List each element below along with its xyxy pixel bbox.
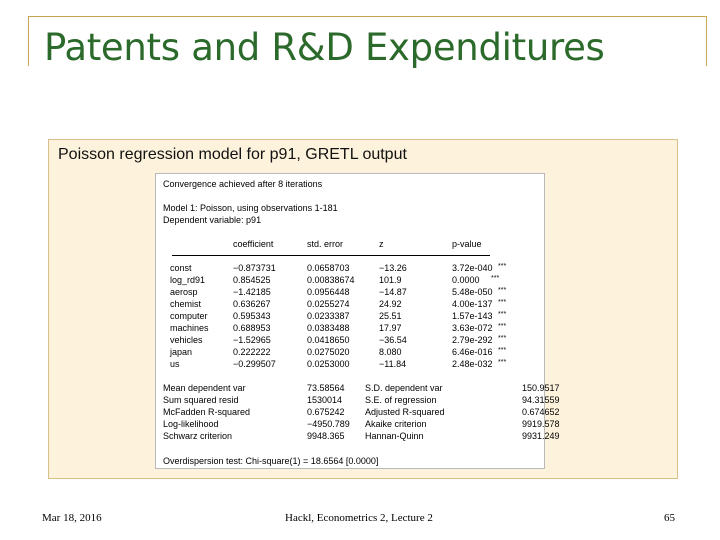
row-significance-stars: ***	[498, 359, 507, 366]
row-z: −11.84	[379, 359, 407, 369]
stat-label: McFadden R-squared	[163, 407, 251, 417]
row-p-value: 3.72e-040	[452, 263, 493, 273]
stat-value: 9919.578	[522, 419, 560, 429]
row-std-error: 0.0233387	[307, 311, 350, 321]
frame-left-line	[28, 16, 29, 66]
row-p-value: 4.00e-137	[452, 299, 493, 309]
stat-value: 9931.249	[522, 431, 560, 441]
stat-value: 0.674652	[522, 407, 560, 417]
table-rule	[172, 255, 490, 256]
col-header-std-error: std. error	[307, 239, 344, 249]
row-coefficient: 0.636267	[233, 299, 271, 309]
row-coefficient: −1.52965	[233, 335, 271, 345]
frame-top-line	[28, 16, 706, 17]
row-std-error: 0.0956448	[307, 287, 350, 297]
stat-label: Hannan-Quinn	[365, 431, 424, 441]
row-significance-stars: ***	[498, 323, 507, 330]
row-z: 17.97	[379, 323, 402, 333]
col-header-z: z	[379, 239, 384, 249]
row-significance-stars: ***	[491, 275, 500, 282]
row-coefficient: −0.299507	[233, 359, 276, 369]
row-p-value: 2.48e-032	[452, 359, 493, 369]
row-z: 101.9	[379, 275, 402, 285]
row-std-error: 0.00838674	[307, 275, 355, 285]
stat-label: S.D. dependent var	[365, 383, 443, 393]
row-coefficient: 0.222222	[233, 347, 271, 357]
stat-label: Schwarz criterion	[163, 431, 233, 441]
stat-value: −4950.789	[307, 419, 350, 429]
row-coefficient: 0.595343	[233, 311, 271, 321]
row-name: const	[170, 263, 192, 273]
row-name: chemist	[170, 299, 202, 309]
stat-label: Mean dependent var	[163, 383, 246, 393]
slide-title: Patents and R&D Expenditures	[44, 26, 605, 69]
col-header-coefficient: coefficient	[233, 239, 274, 249]
stat-label: Sum squared resid	[163, 395, 239, 405]
row-p-value: 1.57e-143	[452, 311, 493, 321]
row-std-error: 0.0658703	[307, 263, 350, 273]
row-significance-stars: ***	[498, 287, 507, 294]
row-z: −14.87	[379, 287, 407, 297]
row-std-error: 0.0255274	[307, 299, 350, 309]
row-std-error: 0.0418650	[307, 335, 350, 345]
row-significance-stars: ***	[498, 263, 507, 270]
row-p-value: 5.48e-050	[452, 287, 493, 297]
convergence-note: Convergence achieved after 8 iterations	[163, 179, 323, 189]
stat-label: Adjusted R-squared	[365, 407, 445, 417]
row-coefficient: −0.873731	[233, 263, 276, 273]
row-name: log_rd91	[170, 275, 206, 285]
row-name: japan	[170, 347, 193, 357]
stat-value: 9948.365	[307, 431, 345, 441]
row-name: machines	[170, 323, 209, 333]
row-p-value: 2.79e-292	[452, 335, 493, 345]
row-z: −13.26	[379, 263, 407, 273]
row-coefficient: 0.854525	[233, 275, 271, 285]
row-p-value: 6.46e-016	[452, 347, 493, 357]
stat-label: Akaike criterion	[365, 419, 427, 429]
stat-label: S.E. of regression	[365, 395, 437, 405]
row-name: us	[170, 359, 180, 369]
row-z: 25.51	[379, 311, 402, 321]
row-significance-stars: ***	[498, 335, 507, 342]
stat-label: Log-likelihood	[163, 419, 219, 429]
row-significance-stars: ***	[498, 347, 507, 354]
stat-value: 150.9517	[522, 383, 560, 393]
row-name: vehicles	[170, 335, 203, 345]
slide-subtitle: Poisson regression model for p91, GRETL output	[58, 146, 407, 163]
row-std-error: 0.0383488	[307, 323, 350, 333]
row-significance-stars: ***	[498, 311, 507, 318]
row-z: 8.080	[379, 347, 402, 357]
row-z: −36.54	[379, 335, 407, 345]
row-name: computer	[170, 311, 208, 321]
row-name: aerosp	[170, 287, 198, 297]
row-p-value: 3.63e-072	[452, 323, 493, 333]
overdispersion-test: Overdispersion test: Chi-square(1) = 18.6564 [0.0000]	[163, 456, 379, 466]
dependent-line: Dependent variable: p91	[163, 215, 262, 225]
stat-value: 1530014	[307, 395, 343, 405]
row-significance-stars: ***	[498, 299, 507, 306]
row-p-value: 0.0000	[452, 275, 480, 285]
col-header-p-value: p-value	[452, 239, 482, 249]
row-std-error: 0.0275020	[307, 347, 350, 357]
stat-value: 0.675242	[307, 407, 345, 417]
row-coefficient: 0.688953	[233, 323, 271, 333]
footer-date: Mar 18, 2016	[42, 512, 102, 524]
model-line: Model 1: Poisson, using observations 1-181	[163, 203, 338, 213]
frame-right-line	[706, 16, 707, 66]
footer-page-number: 65	[664, 512, 675, 524]
row-z: 24.92	[379, 299, 402, 309]
footer-course: Hackl, Econometrics 2, Lecture 2	[285, 512, 433, 524]
row-coefficient: −1.42185	[233, 287, 271, 297]
stat-value: 94.31559	[522, 395, 560, 405]
row-std-error: 0.0253000	[307, 359, 350, 369]
stat-value: 73.58564	[307, 383, 345, 393]
